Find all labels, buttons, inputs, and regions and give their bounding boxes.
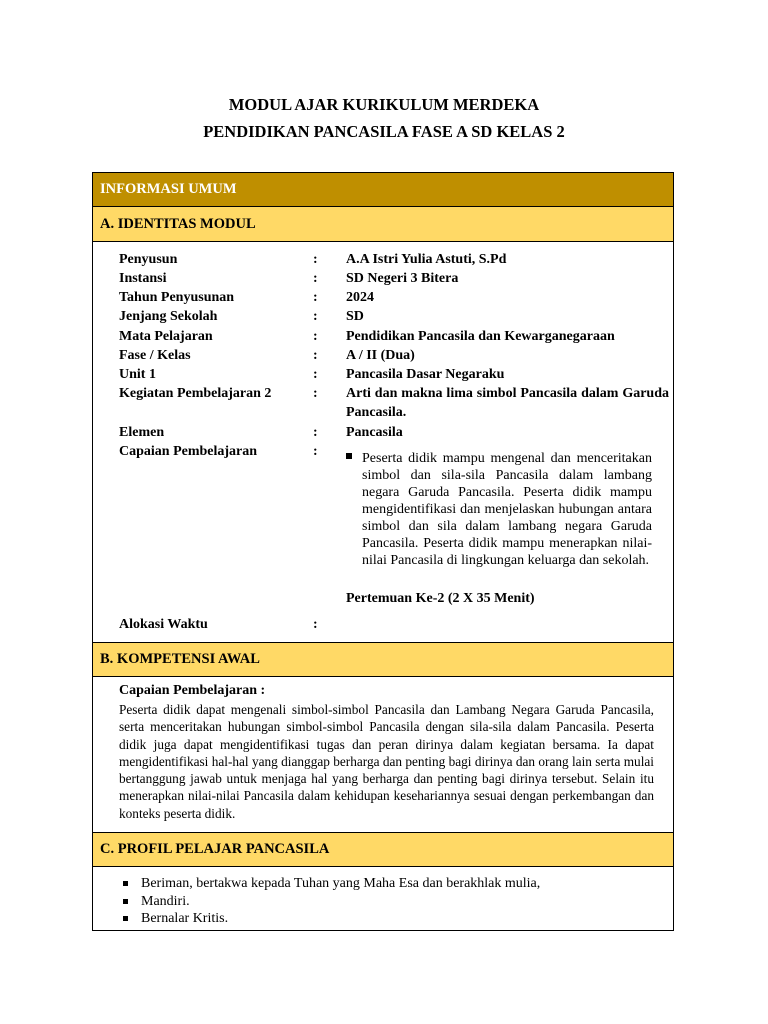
row-value: Pendidikan Pancasila dan Kewarganegaraan [346, 329, 615, 344]
row-colon: : [313, 425, 318, 440]
row-value: Pancasila Dasar Negaraku [346, 367, 505, 382]
row-colon: : [313, 290, 318, 305]
section-profil-pelajar: C. PROFIL PELAJAR PANCASILA [93, 832, 673, 867]
row-label: Instansi [119, 271, 167, 286]
row-value: Arti dan makna lima simbol Pancasila dalam Garuda Pancasila. [346, 386, 669, 420]
capaian-pembelajaran-list [346, 450, 652, 569]
row-label: Alokasi Waktu [119, 617, 208, 632]
row-value: A / II (Dua) [346, 348, 415, 363]
row-label: Penyusun [119, 252, 178, 267]
list-item-text: Bernalar Kritis. [141, 911, 229, 926]
row-value: A.A Istri Yulia Astuti, S.Pd [346, 252, 507, 267]
kompetensi-paragraph: Peserta didik dapat mengenali simbol-simbol Pancasila dan Lambang Negara Garuda Pancasila, serta menceritakan hubungan simbol-simbol Pancasila dengan sila-sila dalam Pancasila. Peserta didik juga dapat mengidentifikasi tugas dan peran dirinya dalam kegiatan bersama. Ia dapat mengidentifikasi hal-hal yang dianggap berharga dan penting bagi dirinya dan orang lain serta mulai bertanggung jawab untuk menjaga hal yang berharga dan penting bagi dirinya tersebut. Selain itu menerapkan nilai-nilai Pancasila dalam kehidupan kesehariannya sesuai dengan perkembangan dan konteks peserta didik. [119, 702, 654, 821]
list-item [123, 875, 540, 893]
bullet-square-icon [123, 881, 128, 886]
row-label: Unit 1 [119, 367, 156, 382]
row-label: Mata Pelajaran [119, 329, 213, 344]
bullet-square-icon [123, 916, 128, 921]
document-title-line2: PENDIDIKAN PANCASILA FASE A SD KELAS 2 [203, 122, 565, 141]
row-label: Jenjang Sekolah [119, 309, 218, 324]
row-label: Elemen [119, 425, 165, 440]
row-value: SD [346, 309, 364, 324]
section-informasi-umum: INFORMASI UMUM [93, 173, 673, 207]
row-colon: : [313, 271, 318, 286]
row-value: SD Negeri 3 Bitera [346, 271, 459, 286]
document-title-line1: MODUL AJAR KURIKULUM MERDEKA [228, 95, 540, 114]
row-colon: : [313, 309, 318, 324]
row-label: Capaian Pembelajaran [119, 444, 258, 459]
row-colon: : [313, 444, 318, 459]
row-label: Kegiatan Pembelajaran 2 [119, 386, 272, 401]
module-table [92, 172, 674, 931]
row-colon: : [313, 329, 318, 344]
row-label: Tahun Penyusunan [119, 290, 235, 305]
row-label: Fase / Kelas [119, 348, 191, 363]
row-colon: : [313, 252, 318, 267]
kompetensi-heading: Capaian Pembelajaran : [119, 683, 266, 698]
row-colon: : [313, 386, 318, 401]
list-item [123, 893, 540, 911]
row-value: 2024 [346, 290, 374, 305]
section-kompetensi-awal: B. KOMPETENSI AWAL [93, 642, 673, 677]
list-item-text: Beriman, bertakwa kepada Tuhan yang Maha Esa dan berakhlak mulia, [141, 876, 541, 891]
row-colon: : [313, 367, 318, 382]
profil-list [123, 875, 540, 928]
list-item-text: Mandiri. [141, 893, 190, 909]
row-value: Pancasila [346, 425, 403, 440]
bullet-square-icon [123, 899, 128, 904]
bullet-square-icon [346, 453, 352, 459]
capaian-pembelajaran-text: Peserta didik mampu mengenal dan menceritakan simbol dan sila-sila Pancasila dalam lambang negara Garuda Pancasila. Peserta didik mampu mengidentifikasi dan menjelaskan hubungan antara simbol dan sila dalam lambang negara Garuda Pancasila. Peserta didik mampu menerapkan nilai-nilai Pancasila di lingkungan keluarga dan sekolah. [362, 451, 652, 568]
row-colon: : [313, 348, 318, 363]
section-identitas-modul: A. IDENTITAS MODUL [93, 207, 673, 242]
pertemuan-label: Pertemuan Ke-2 (2 X 35 Menit) [346, 591, 535, 606]
row-colon: : [313, 617, 318, 632]
list-item [123, 910, 540, 928]
